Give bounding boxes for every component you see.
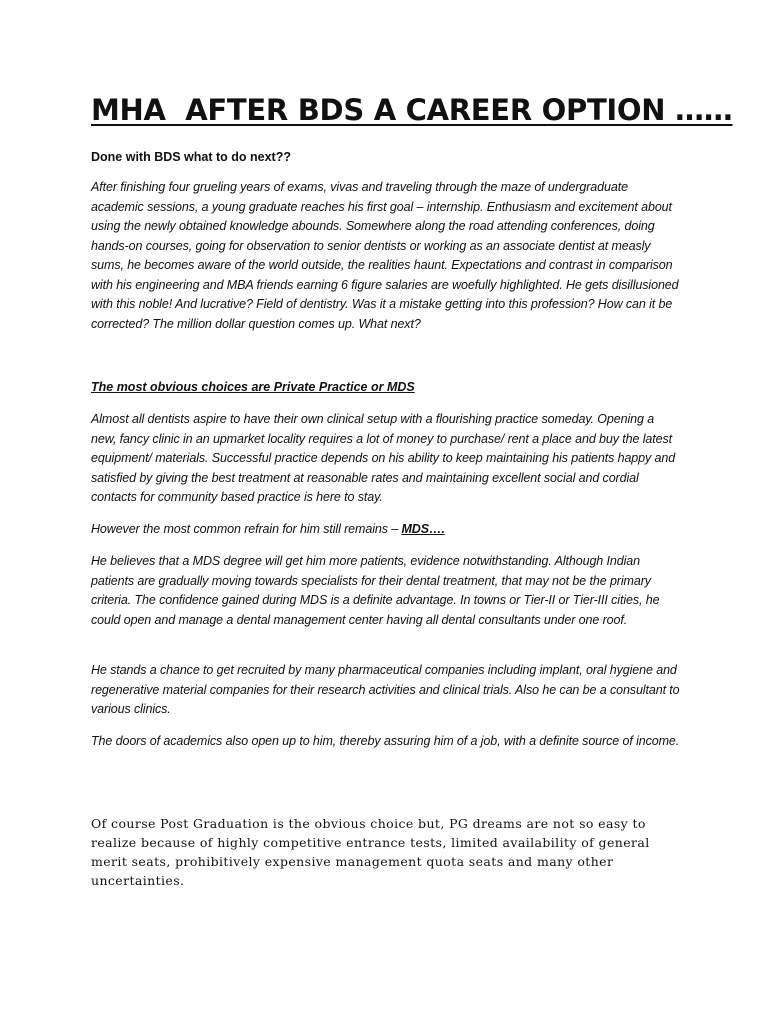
refrain-paragraph [91,520,681,540]
academics-paragraph: The doors of academics also open up to him, thereby assuring him of a job, with a definite source of income. [91,734,680,748]
practice-paragraph: Almost all dentists aspire to have their own clinical setup with a flourishing practice someday. Opening a new, fancy clinic in an upmarket locality requires a lot of money to purchase/ rent a place and buy the latest equipment/ materials. Successful practice depends on his ability to keep maintaining his patients happy and satisfied by giving the best treatment at reasonable rates and maintaining excellent social and cordial contacts for community based practice is here to stay. [91,412,676,504]
pg-paragraph: Of course Post Graduation is the obvious choice but, PG dreams are not so easy to realize because of highly competitive entrance tests, limited availability of general merit seats, prohibitively expensive management quota seats and many other uncertainties. [91,816,650,888]
refrain-emphasis: MDS…. [401,522,445,536]
pharma-paragraph: He stands a chance to get recruited by many pharmaceutical companies including implant, oral hygiene and regenerative material companies for their research activities and clinical trials. Also he can be a consultant to various clinics. [91,663,680,716]
mds-paragraph: He believes that a MDS degree will get him more patients, evidence notwithstanding. Although Indian patients are gradually moving towards specialists for their dental treatment, that may not be the primary criteria. The confidence gained during MDS is a definite advantage. In towns or Tier-II or Tier-III cities, he could open and manage a dental management center having all dental consultants under one roof. [91,554,660,627]
refrain-text: However the most common refrain for him still remains – [91,522,402,536]
section-heading: The most obvious choices are Private Practice or MDS [91,380,415,394]
document-title: MHA AFTER BDS A CAREER OPTION …… [91,93,733,127]
subheading: Done with BDS what to do next?? [91,150,291,164]
intro-paragraph: After finishing four grueling years of exams, vivas and traveling through the maze of undergraduate academic sessions, a young graduate reaches his first goal – internship. Enthusiasm and excitement about using the newly obtained knowledge abounds. Somewhere along the road attending conferences, doing hands-on courses, going for observation to senior dentists or working as an associate dentist at measly sums, he becomes aware of the world outside, the realities haunt. Expectations and contrast in comparison with his engineering and MBA friends earning 6 figure salaries are woefully highlighted. He gets disillusioned with this noble! And lucrative? Field of dentistry. Was it a mistake getting into this profession? How can it be corrected? The million dollar question comes up. What next? [91,180,679,331]
